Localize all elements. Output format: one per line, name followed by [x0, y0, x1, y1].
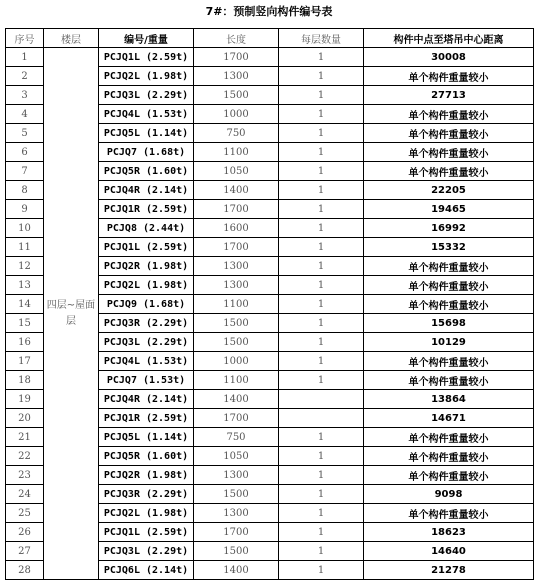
- distance-cell: 10129: [364, 333, 534, 352]
- length-cell: 1700: [194, 409, 279, 428]
- length-cell: 1400: [194, 561, 279, 580]
- code-weight-cell: PCJQ5L (1.14t): [99, 428, 194, 447]
- distance-cell: 单个构件重量较小: [364, 504, 534, 523]
- distance-cell: 18623: [364, 523, 534, 542]
- floor-cell: 四层~屋面层: [44, 48, 99, 580]
- code-weight-cell: PCJQ5R (1.60t): [99, 447, 194, 466]
- qty-cell: 1: [279, 542, 364, 561]
- code-weight-cell: PCJQ2R (1.98t): [99, 466, 194, 485]
- length-cell: 750: [194, 124, 279, 143]
- length-cell: 1500: [194, 86, 279, 105]
- qty-cell: 1: [279, 371, 364, 390]
- table-body: [6, 48, 534, 580]
- distance-cell: 单个构件重量较小: [364, 162, 534, 181]
- distance-cell: 22205: [364, 181, 534, 200]
- seq-cell: 28: [6, 561, 44, 580]
- distance-cell: 单个构件重量较小: [364, 105, 534, 124]
- seq-cell: 17: [6, 352, 44, 371]
- qty-cell: 1: [279, 352, 364, 371]
- length-cell: 1000: [194, 105, 279, 124]
- code-weight-cell: PCJQ4L (1.53t): [99, 352, 194, 371]
- header-code: 编号/重量: [99, 29, 194, 48]
- qty-cell: 1: [279, 428, 364, 447]
- distance-cell: 单个构件重量较小: [364, 447, 534, 466]
- qty-cell: 1: [279, 86, 364, 105]
- distance-cell: 27713: [364, 86, 534, 105]
- header-floor: 楼层: [44, 29, 99, 48]
- distance-cell: 单个构件重量较小: [364, 143, 534, 162]
- qty-cell: 1: [279, 466, 364, 485]
- qty-cell: 1: [279, 219, 364, 238]
- seq-cell: 3: [6, 86, 44, 105]
- distance-cell: 14671: [364, 409, 534, 428]
- header-seq: 序号: [6, 29, 44, 48]
- seq-cell: 23: [6, 466, 44, 485]
- distance-cell: 9098: [364, 485, 534, 504]
- seq-cell: 15: [6, 314, 44, 333]
- length-cell: 1100: [194, 371, 279, 390]
- header-qty: 每层数量: [279, 29, 364, 48]
- code-weight-cell: PCJQ1R (2.59t): [99, 409, 194, 428]
- seq-cell: 22: [6, 447, 44, 466]
- qty-cell: 1: [279, 314, 364, 333]
- distance-cell: 19465: [364, 200, 534, 219]
- length-cell: 1100: [194, 143, 279, 162]
- distance-cell: 单个构件重量较小: [364, 428, 534, 447]
- length-cell: 1500: [194, 485, 279, 504]
- qty-cell: 1: [279, 238, 364, 257]
- seq-cell: 1: [6, 48, 44, 67]
- length-cell: 1700: [194, 200, 279, 219]
- distance-cell: 单个构件重量较小: [364, 466, 534, 485]
- distance-cell: 单个构件重量较小: [364, 352, 534, 371]
- qty-cell: 1: [279, 124, 364, 143]
- qty-cell: [279, 409, 364, 428]
- seq-cell: 26: [6, 523, 44, 542]
- length-cell: 1300: [194, 466, 279, 485]
- code-weight-cell: PCJQ8 (2.44t): [99, 219, 194, 238]
- qty-cell: 1: [279, 105, 364, 124]
- seq-cell: 13: [6, 276, 44, 295]
- length-cell: 1500: [194, 542, 279, 561]
- qty-cell: 1: [279, 181, 364, 200]
- code-weight-cell: PCJQ2L (1.98t): [99, 276, 194, 295]
- length-cell: 1050: [194, 447, 279, 466]
- seq-cell: 14: [6, 295, 44, 314]
- seq-cell: 5: [6, 124, 44, 143]
- code-weight-cell: PCJQ4R (2.14t): [99, 181, 194, 200]
- length-cell: 1700: [194, 523, 279, 542]
- header-length: 长度: [194, 29, 279, 48]
- distance-cell: 16992: [364, 219, 534, 238]
- seq-cell: 2: [6, 67, 44, 86]
- code-weight-cell: PCJQ4R (2.14t): [99, 390, 194, 409]
- qty-cell: 1: [279, 295, 364, 314]
- qty-cell: 1: [279, 276, 364, 295]
- seq-cell: 12: [6, 257, 44, 276]
- qty-cell: 1: [279, 447, 364, 466]
- length-cell: 1300: [194, 276, 279, 295]
- qty-cell: 1: [279, 333, 364, 352]
- code-weight-cell: PCJQ3R (2.29t): [99, 314, 194, 333]
- code-weight-cell: PCJQ4L (1.53t): [99, 105, 194, 124]
- length-cell: 1300: [194, 67, 279, 86]
- distance-cell: 15698: [364, 314, 534, 333]
- code-weight-cell: PCJQ2L (1.98t): [99, 67, 194, 86]
- qty-cell: 1: [279, 67, 364, 86]
- seq-cell: 21: [6, 428, 44, 447]
- code-weight-cell: PCJQ1L (2.59t): [99, 523, 194, 542]
- seq-cell: 11: [6, 238, 44, 257]
- distance-cell: 21278: [364, 561, 534, 580]
- code-weight-cell: PCJQ2L (1.98t): [99, 504, 194, 523]
- page-title: 7#：预制竖向构件编号表: [205, 5, 333, 18]
- distance-cell: 单个构件重量较小: [364, 67, 534, 86]
- qty-cell: 1: [279, 504, 364, 523]
- distance-cell: 30008: [364, 48, 534, 67]
- table-row: [6, 48, 534, 67]
- qty-cell: 1: [279, 485, 364, 504]
- distance-cell: 13864: [364, 390, 534, 409]
- seq-cell: 8: [6, 181, 44, 200]
- qty-cell: 1: [279, 561, 364, 580]
- length-cell: 1700: [194, 48, 279, 67]
- seq-cell: 27: [6, 542, 44, 561]
- code-weight-cell: PCJQ5R (1.60t): [99, 162, 194, 181]
- qty-cell: [279, 390, 364, 409]
- length-cell: 1500: [194, 314, 279, 333]
- distance-cell: 14640: [364, 542, 534, 561]
- seq-cell: 7: [6, 162, 44, 181]
- seq-cell: 24: [6, 485, 44, 504]
- table-header-row: [6, 29, 534, 48]
- length-cell: 1000: [194, 352, 279, 371]
- seq-cell: 19: [6, 390, 44, 409]
- seq-cell: 9: [6, 200, 44, 219]
- code-weight-cell: PCJQ3L (2.29t): [99, 542, 194, 561]
- qty-cell: 1: [279, 48, 364, 67]
- qty-cell: 1: [279, 200, 364, 219]
- code-weight-cell: PCJQ7 (1.53t): [99, 371, 194, 390]
- seq-cell: 4: [6, 105, 44, 124]
- qty-cell: 1: [279, 162, 364, 181]
- qty-cell: 1: [279, 257, 364, 276]
- code-weight-cell: PCJQ3L (2.29t): [99, 86, 194, 105]
- code-weight-cell: PCJQ1R (2.59t): [99, 200, 194, 219]
- length-cell: 1400: [194, 181, 279, 200]
- component-table: [5, 28, 534, 580]
- seq-cell: 18: [6, 371, 44, 390]
- qty-cell: 1: [279, 523, 364, 542]
- code-weight-cell: PCJQ7 (1.68t): [99, 143, 194, 162]
- seq-cell: 20: [6, 409, 44, 428]
- length-cell: 1050: [194, 162, 279, 181]
- length-cell: 1300: [194, 257, 279, 276]
- length-cell: 750: [194, 428, 279, 447]
- code-weight-cell: PCJQ5L (1.14t): [99, 124, 194, 143]
- code-weight-cell: PCJQ2R (1.98t): [99, 257, 194, 276]
- length-cell: 1500: [194, 333, 279, 352]
- seq-cell: 16: [6, 333, 44, 352]
- length-cell: 1400: [194, 390, 279, 409]
- seq-cell: 25: [6, 504, 44, 523]
- length-cell: 1100: [194, 295, 279, 314]
- code-weight-cell: PCJQ1L (2.59t): [99, 48, 194, 67]
- distance-cell: 单个构件重量较小: [364, 124, 534, 143]
- seq-cell: 10: [6, 219, 44, 238]
- length-cell: 1700: [194, 238, 279, 257]
- code-weight-cell: PCJQ3L (2.29t): [99, 333, 194, 352]
- code-weight-cell: PCJQ1L (2.59t): [99, 238, 194, 257]
- seq-cell: 6: [6, 143, 44, 162]
- distance-cell: 单个构件重量较小: [364, 276, 534, 295]
- code-weight-cell: PCJQ6L (2.14t): [99, 561, 194, 580]
- distance-cell: 单个构件重量较小: [364, 371, 534, 390]
- distance-cell: 15332: [364, 238, 534, 257]
- header-distance: 构件中点至塔吊中心距离: [364, 29, 534, 48]
- length-cell: 1300: [194, 504, 279, 523]
- code-weight-cell: PCJQ9 (1.68t): [99, 295, 194, 314]
- distance-cell: 单个构件重量较小: [364, 295, 534, 314]
- distance-cell: 单个构件重量较小: [364, 257, 534, 276]
- code-weight-cell: PCJQ3R (2.29t): [99, 485, 194, 504]
- length-cell: 1600: [194, 219, 279, 238]
- qty-cell: 1: [279, 143, 364, 162]
